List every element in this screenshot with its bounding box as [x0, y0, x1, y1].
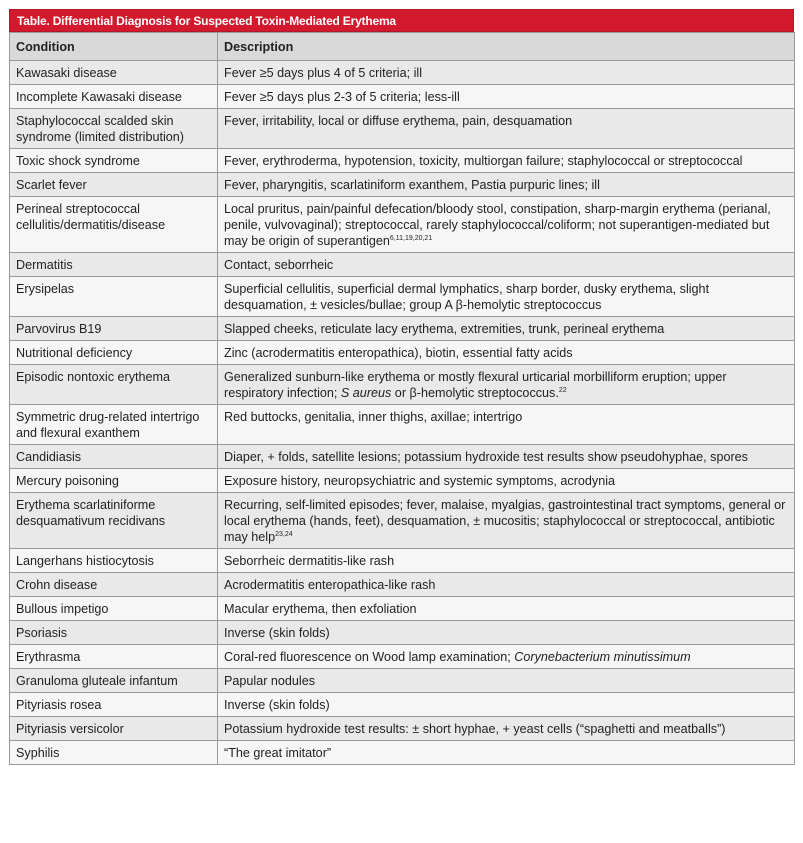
table-row: [10, 365, 795, 405]
description-cell: Inverse (skin folds): [218, 621, 795, 645]
description-cell: Exposure history, neuropsychiatric and systemic symptoms, acrodynia: [218, 469, 795, 493]
column-header-condition: Condition: [10, 33, 218, 61]
condition-cell: Bullous impetigo: [10, 597, 218, 621]
description-cell: [218, 645, 795, 669]
condition-cell: Erythrasma: [10, 645, 218, 669]
table-row: [10, 317, 795, 341]
description-cell: Fever ≥5 days plus 2-3 of 5 criteria; less-ill: [218, 85, 795, 109]
table-row: [10, 149, 795, 173]
description-cell: Papular nodules: [218, 669, 795, 693]
description-text: Coral-red fluorescence on Wood lamp examination;: [224, 650, 515, 664]
reference-superscript: 22: [558, 386, 567, 394]
reference-superscript: 23,24: [275, 530, 293, 538]
condition-cell: Episodic nontoxic erythema: [10, 365, 218, 405]
description-cell: [218, 197, 795, 253]
table-row: [10, 277, 795, 317]
description-cell: Seborrheic dermatitis-like rash: [218, 549, 795, 573]
condition-cell: Perineal streptococcal cellulitis/dermatitis/disease: [10, 197, 218, 253]
description-cell: Acrodermatitis enteropathica-like rash: [218, 573, 795, 597]
table-row: [10, 549, 795, 573]
table-row: [10, 109, 795, 149]
description-cell: Superficial cellulitis, superficial dermal lymphatics, sharp border, dusky erythema, slight desquamation, ± vesicles/bullae; group A β-hemolytic streptococcus: [218, 277, 795, 317]
table-container: [9, 9, 794, 765]
table-row: [10, 197, 795, 253]
table-row: [10, 85, 795, 109]
differential-diagnosis-table: [9, 32, 795, 765]
condition-cell: Crohn disease: [10, 573, 218, 597]
table-row: [10, 621, 795, 645]
condition-cell: Erysipelas: [10, 277, 218, 317]
description-cell: Red buttocks, genitalia, inner thighs, axillae; intertrigo: [218, 405, 795, 445]
condition-cell: Candidiasis: [10, 445, 218, 469]
description-text: Generalized sunburn-like erythema or mostly flexural urticarial morbilliform eruption; upper respiratory infection;: [224, 370, 727, 400]
description-cell: Zinc (acrodermatitis enteropathica), biotin, essential fatty acids: [218, 341, 795, 365]
condition-cell: Staphylococcal scalded skin syndrome (limited distribution): [10, 109, 218, 149]
column-header-description: Description: [218, 33, 795, 61]
condition-cell: Dermatitis: [10, 253, 218, 277]
condition-cell: Erythema scarlatiniforme desquamativum recidivans: [10, 493, 218, 549]
description-cell: Fever, irritability, local or diffuse erythema, pain, desquamation: [218, 109, 795, 149]
condition-cell: Granuloma gluteale infantum: [10, 669, 218, 693]
table-row: [10, 669, 795, 693]
description-cell: [218, 365, 795, 405]
table-header-row: [10, 33, 795, 61]
condition-cell: Pityriasis rosea: [10, 693, 218, 717]
condition-cell: Langerhans histiocytosis: [10, 549, 218, 573]
condition-cell: Kawasaki disease: [10, 61, 218, 85]
description-cell: Diaper, + folds, satellite lesions; potassium hydroxide test results show pseudohyphae, spores: [218, 445, 795, 469]
table-title: Table. Differential Diagnosis for Suspected Toxin-Mediated Erythema: [9, 9, 794, 32]
description-text: Recurring, self-limited episodes; fever, malaise, myalgias, gastrointestinal tract symptoms, general or local erythema (hands, feet), desquamation, ± mucositis; staphylococcal or streptococcal, antibiotic may help: [224, 498, 786, 544]
description-cell: “The great imitator”: [218, 741, 795, 765]
table-row: [10, 493, 795, 549]
table-row: [10, 173, 795, 197]
condition-cell: Psoriasis: [10, 621, 218, 645]
table-row: [10, 741, 795, 765]
table-row: [10, 693, 795, 717]
description-text-end: or β-hemolytic streptococcus.: [391, 386, 559, 400]
table-row: [10, 469, 795, 493]
description-text: Local pruritus, pain/painful defecation/bloody stool, constipation, sharp-margin erythema (perianal, penile, vulvovaginal); streptococcal, rarely staphylococcal/coliform; not superantigen-mediated but may be origin of superantigen: [224, 202, 771, 248]
reference-superscript: 6,11,19,20,21: [389, 234, 433, 242]
condition-cell: Nutritional deficiency: [10, 341, 218, 365]
table-row: [10, 573, 795, 597]
description-cell: Contact, seborrheic: [218, 253, 795, 277]
description-cell: Fever, erythroderma, hypotension, toxicity, multiorgan failure; staphylococcal or streptococcal: [218, 149, 795, 173]
description-cell: Fever ≥5 days plus 4 of 5 criteria; ill: [218, 61, 795, 85]
condition-cell: Toxic shock syndrome: [10, 149, 218, 173]
condition-cell: Syphilis: [10, 741, 218, 765]
table-row: [10, 597, 795, 621]
description-cell: Slapped cheeks, reticulate lacy erythema, extremities, trunk, perineal erythema: [218, 317, 795, 341]
description-cell: Potassium hydroxide test results: ± short hyphae, + yeast cells (“spaghetti and meatballs”): [218, 717, 795, 741]
table-row: [10, 717, 795, 741]
table-row: [10, 61, 795, 85]
description-cell: Inverse (skin folds): [218, 693, 795, 717]
condition-cell: Symmetric drug-related intertrigo and flexural exanthem: [10, 405, 218, 445]
table-row: [10, 645, 795, 669]
condition-cell: Incomplete Kawasaki disease: [10, 85, 218, 109]
condition-cell: Pityriasis versicolor: [10, 717, 218, 741]
description-italic: Corynebacterium minutissimum: [514, 650, 691, 664]
description-cell: Macular erythema, then exfoliation: [218, 597, 795, 621]
table-row: [10, 253, 795, 277]
table-row: [10, 445, 795, 469]
table-row: [10, 341, 795, 365]
description-cell: Fever, pharyngitis, scarlatiniform exanthem, Pastia purpuric lines; ill: [218, 173, 795, 197]
description-cell: [218, 493, 795, 549]
description-italic: S aureus: [340, 386, 392, 400]
condition-cell: Scarlet fever: [10, 173, 218, 197]
table-row: [10, 405, 795, 445]
condition-cell: Parvovirus B19: [10, 317, 218, 341]
condition-cell: Mercury poisoning: [10, 469, 218, 493]
